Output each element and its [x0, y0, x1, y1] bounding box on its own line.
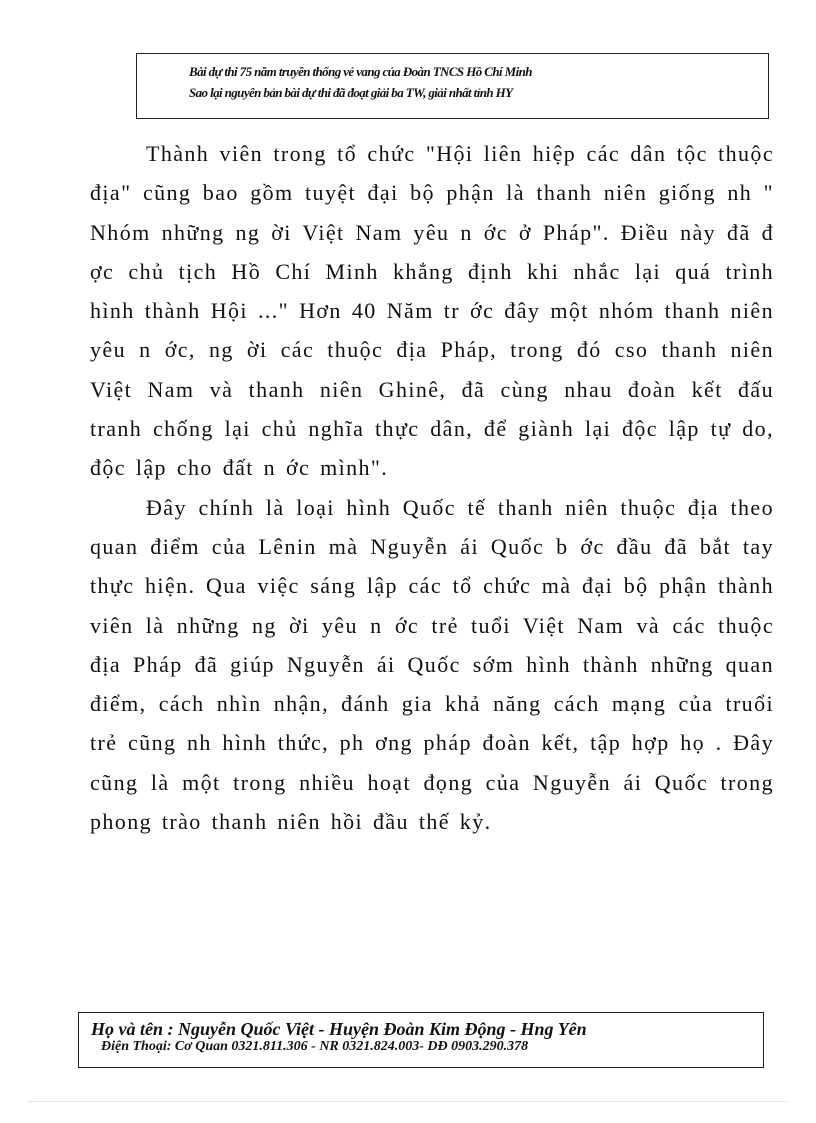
header-line-2: Sao lại nguyên bản bài dự thi đã đoạt giải ba TW, giải nhất tỉnh HY: [189, 85, 513, 100]
header-box: [136, 53, 769, 119]
page-bottom-divider: [28, 1101, 788, 1102]
footer-author-line: Họ và tên : Nguyễn Quốc Việt - Huyện Đoàn Kim Động - Hng Yên: [91, 1019, 587, 1039]
header-line-1: Bài dự thi 75 năm truyền thống vẻ vang của Đoàn TNCS Hồ Chí Minh: [189, 64, 532, 79]
footer-box: [78, 1012, 764, 1068]
footer-phone-line: Điện Thoại: Cơ Quan 0321.811.306 - NR 0321.824.003- DĐ 0903.290.378: [101, 1039, 529, 1054]
body-paragraph-1: Thành viên trong tổ chức "Hội liên hiệp các dân tộc thuộc địa" cũng bao gồm tuyệt đại bộ phận là thanh niên giống nh " Nhóm những ng ời Việt Nam yêu n ớc ở Pháp". Điều này đã đ ợc chủ tịch Hồ Chí Minh khẳng định khi nhắc lại quá trình hình thành Hội ..." Hơn 40 Năm tr ớc đây một nhóm thanh niên yêu n ớc, ng ời các thuộc địa Pháp, trong đó cso thanh niên Việt Nam và thanh niên Ghinê, đã cùng nhau đoàn kết đấu tranh chống lại chủ nghĩa thực dân, để giành lại độc lập tự do, độc lập cho đất n ớc mình".: [90, 141, 774, 481]
body-paragraph-2: Đây chính là loại hình Quốc tế thanh niên thuộc địa theo quan điểm của Lênin mà Nguyễn ái Quốc b ớc đầu đã bắt tay thực hiện. Qua việc sáng lập các tổ chức mà đại bộ phận thành viên là những ng ời yêu n ớc trẻ tuổi Việt Nam và các thuộc địa Pháp đã giúp Nguyễn ái Quốc sớm hình thành những quan điểm, cách nhìn nhận, đánh gia khả năng cách mạng của truổi trẻ cũng nh hình thức, ph ơng pháp đoàn kết, tập hợp họ . Đây cũng là một trong nhiều hoạt đọng của Nguyễn ái Quốc trong phong trào thanh niên hồi đầu thế kỷ.: [90, 494, 774, 835]
document-body: [90, 134, 774, 841]
